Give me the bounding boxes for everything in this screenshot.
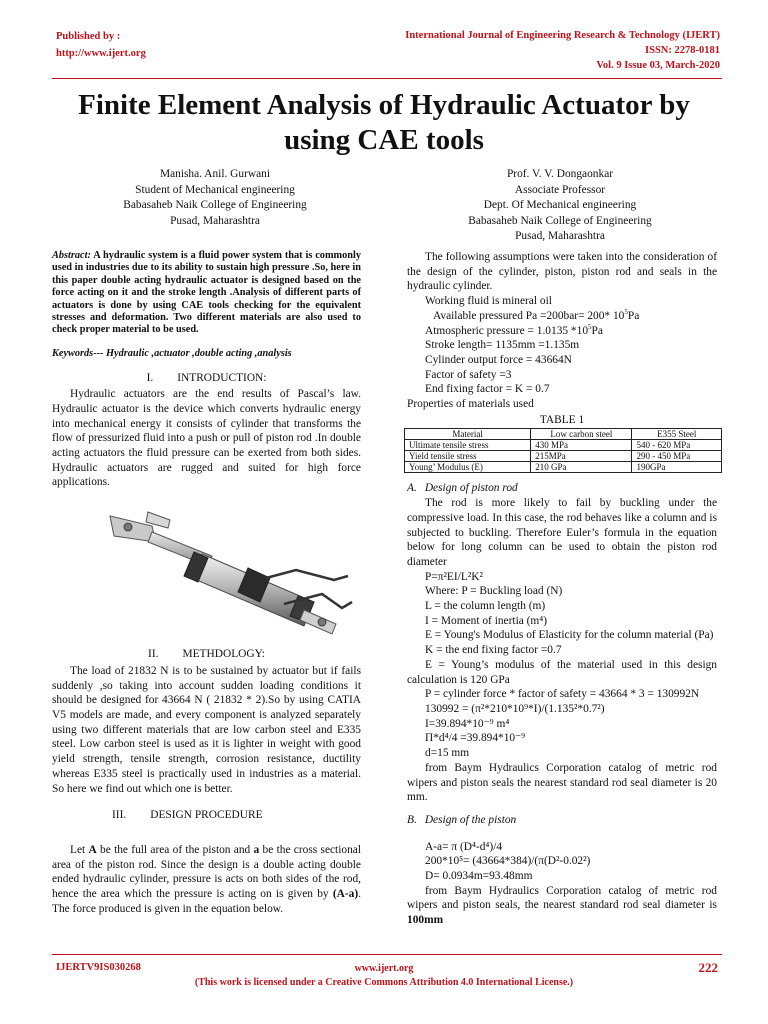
- equation: D= 0.0934m=93.48mm: [425, 870, 533, 883]
- section-heading-design-procedure: III. DESIGN PROCEDURE: [112, 809, 263, 822]
- footer-url[interactable]: www.ijert.org: [354, 963, 414, 974]
- equation: 200*10⁵= (43664*384)/(π(D²-0.02²): [425, 855, 591, 868]
- piston-rod-paragraph: The rod is more likely to fail by buckling under the compressive load. In this case, the rod behaves like a column and is subjected to buckling. Therefore Euler’s formula in the equation below for long column can be used to obtain the piston rod diameter: [407, 497, 717, 568]
- footer-divider: [52, 954, 722, 955]
- section-heading-introduction: I. INTRODUCTION:: [146, 371, 267, 384]
- abstract: [52, 250, 361, 337]
- author-1: Manisha. Anil. Gurwani Student of Mechanical engineering Babasaheb Naik College of Engineering Pusad, Maharashtra: [60, 167, 370, 229]
- journal-issn: ISSN: 2278-0181: [645, 45, 720, 56]
- author-name: Prof. V. V. Dongaonkar: [506, 168, 614, 180]
- assumption-fluid: Working fluid is mineral oil: [425, 295, 552, 308]
- publisher-block: [56, 28, 146, 62]
- assumption-end-fixing: End fixing factor = K = 0.7: [425, 383, 550, 396]
- equation: 130992 = (π²*210*10⁹*I)/(1.135²*0.7²): [425, 702, 605, 715]
- materials-label: Properties of materials used: [407, 398, 534, 411]
- euler-formula: P=π²EI/L²K²: [425, 570, 483, 583]
- equation: d=15 mm: [425, 747, 470, 760]
- material-properties-table: [404, 428, 722, 473]
- journal-volume: Vol. 9 Issue 03, March-2020: [596, 60, 720, 71]
- abstract-label: Abstract:: [52, 250, 91, 261]
- footer-center: [0, 962, 768, 990]
- author-name: Manisha. Anil. Gurwani: [159, 168, 271, 180]
- hydraulic-actuator-figure: [52, 498, 361, 638]
- assumption-force: Cylinder output force = 43664N: [425, 353, 572, 366]
- intro-paragraph: Hydraulic actuators are the end results of Pascal’s law. Hydraulic actuator is the device which converts hydraulic energy into mechanical energy it consists of cylinder that transforms the flow of pressurized fluid into a push or pull of piston rod .In double acting actuators the fluid pressure can be exerted from both sides. Hydraulic actuators are rugged and suited for high force applications.: [52, 388, 361, 489]
- right-column: The following assumptions were taken into the consideration of the design of the cylinder, piston, piston rod and seals in the hydraulic cylinder. Working fluid is mineral oil Available pressured Pa =200bar= 200* $10^5Pa$ Atmospheric pressure = 1.0135 $*10^5Pa$ Stroke length= 1135mm =1.135m Cylinder output force = 43664N Factor of safety =3 End fixing factor = K = 0.7 Properties of materials used TABLE 1 Material Low carbon steel E355 Steel Ultimate tensile stress 430 MPa 540 - 620 MPa Yield tensile stress 215MPa 290 - 450 MPa Young’ Modulus (E) 210 GPa 190GPa A. Design of piston rod The rod is more likely to fail by buckling under the compressive load. In this case, the rod behaves like a column and is subjected to buckling. Therefore Euler’s formula in the equation below for long column can be used to obtain the piston rod diameter P=π²EI/L²K² Where: P = Buckling load (N) L = the column length (m) I = Moment of inertia (m⁴) E = Young's Modulus of Elasticity for the column material (Pa) K = the end fixing factor =0.7 E = Young’s modulus of the material used in this design calculation is 120 GPa P = cylinder force * factor of safety = 43664 * 3 = 130992N 130992 = (π²*210*10⁹*I)/(1.135²*0.7²) I=39.894*10⁻⁹ m⁴ Π*d⁴/4 =39.894*10⁻⁹ d=15 mm from Baym Hydraulics Corporation catalog of metric rod wipers and piston seals the nearest standard rod seal diameter is 20 mm. B. Design of the piston A-a= π (D⁴-d⁴)/4 200*10⁵= (43664*384)/(π(D²-0.02²) D= 0.0934m=93.48mm from Baym Hydraulics Corporation catalog of metric rod wipers and piston seals, the nearest standard rod seal diameter is 100mm: [407, 250, 717, 928]
- abstract-text: A hydraulic system is a fluid power system that is commonly used in industries due to its ability to sustain high pressure .So, here in this paper double acting hydraulic actuator is designed based on the force acting on it and the stroke length .Analysis of different parts of actuators is done by using CAE tools checking for the equivalent stresses and deformation. Two different materials are also used to check proper material to be used.: [52, 250, 361, 336]
- rod-catalog-paragraph: from Baym Hydraulics Corporation catalog of metric rod wipers and piston seals the nearest standard rod seal diameter is 20 mm.: [407, 761, 717, 804]
- equation: A-a= π (D⁴-d⁴)/4: [425, 840, 503, 853]
- equation: I=39.894*10⁻⁹ m⁴: [425, 717, 510, 730]
- table-row: Yield tensile stress 215MPa 290 - 450 MPa: [405, 451, 722, 462]
- paper-title: Finite Element Analysis of Hydraulic Actuator by using CAE tools: [78, 89, 690, 156]
- subsection-heading-piston-rod: A. Design of piston rod: [407, 482, 518, 495]
- subsection-heading-piston: B. Design of the piston: [407, 813, 517, 826]
- author-2: Prof. V. V. Dongaonkar Associate Professor Dept. Of Mechanical engineering Babasaheb Naik College of Engineering Pusad, Maharashtra: [400, 167, 720, 245]
- design-procedure-paragraph: Let A be the full area of the piston and a be the cross sectional area of the piston rod. Since the design is a double acting double ended hydraulic cylinder, pressure is acts on both sides of the rod, hence the area which the pressure is acting on is given by (A-a). The force produced is given in the equation below.: [52, 843, 362, 915]
- assumption-atmospheric: Atmospheric pressure = 1.0135 $*10^5Pa$: [425, 322, 603, 337]
- actuator-render: [52, 498, 361, 638]
- hydraulic-line: [266, 570, 348, 580]
- table-row: Ultimate tensile stress 430 MPa 540 - 620 MPa: [405, 440, 722, 451]
- equation: Π*d⁴/4 =39.894*10⁻⁹: [425, 732, 526, 745]
- paper-id: IJERTV9IS030268: [56, 962, 141, 973]
- assumption-pressure: Available pressured Pa =200bar= 200* $10^5Pa$: [433, 308, 640, 322]
- assumptions-intro: The following assumptions were taken into the consideration of the design of the cylinder, piston, piston rod and seals in the hydraulic cylinder.: [407, 251, 717, 293]
- assumption-fos: Factor of safety =3: [425, 368, 512, 381]
- table-row: Young’ Modulus (E) 210 GPa 190GPa: [405, 462, 722, 473]
- left-column: [52, 250, 361, 916]
- publisher-url[interactable]: http://www.ijert.org: [56, 48, 146, 59]
- license-text: (This work is licensed under a Creative Commons Attribution 4.0 International License.): [194, 977, 574, 988]
- header-divider: [52, 78, 722, 79]
- journal-block: [405, 28, 720, 73]
- journal-name: International Journal of Engineering Research & Technology (IJERT): [405, 30, 720, 41]
- section-heading-methodology: II. METHDOLOGY:: [148, 648, 265, 661]
- cylinder-barrel: [184, 552, 314, 626]
- methodology-paragraph: The load of 21832 N is to be sustained by actuator but if fails suddenly ,so taking into account sudden loading conditions it should be designed for 43664 N ( 21832 * 2).So by using CATIA V5 models are made, and every component is analyzed separately using two different materials that are low carbon steel and E335 steel. Low carbon steel is used as it is lighter in weight with good yield strength, tensile strength, corrosion resistance, ductility whereas E335 steel is practically used in industries as a material. So here we find out which one is better.: [52, 664, 361, 795]
- table-caption: TABLE 1: [539, 413, 585, 426]
- assumption-stroke: Stroke length= 1135mm =1.135m: [425, 339, 580, 352]
- piston-catalog-paragraph: from Baym Hydraulics Corporation catalog of metric rod wipers and piston seals, the nearest standard rod seal diameter is 100mm: [407, 884, 717, 927]
- published-by-label: Published by :: [56, 31, 121, 42]
- cap-eye-icon: [300, 610, 336, 634]
- page-number: 222: [698, 960, 718, 975]
- keywords: Keywords--- Hydraulic ,actuator ,double acting ,analysis: [52, 347, 292, 359]
- table-header-row: Material Low carbon steel E355 Steel: [405, 429, 722, 440]
